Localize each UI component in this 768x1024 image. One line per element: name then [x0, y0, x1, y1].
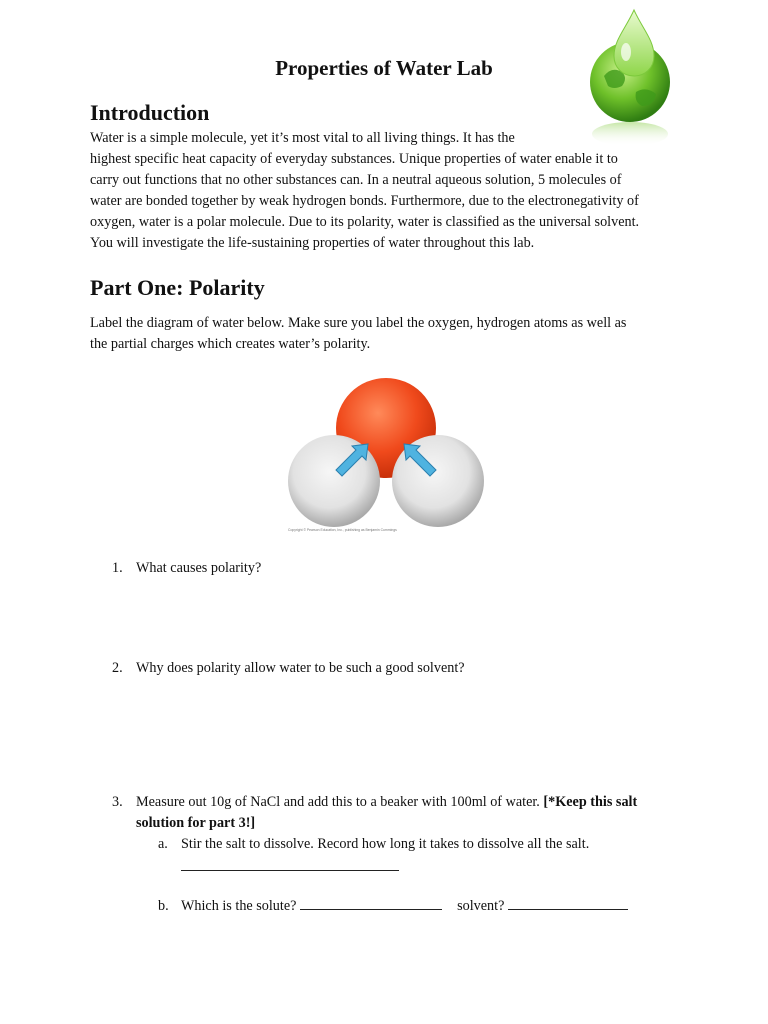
diagram-caption: Copyright © Pearson Education, Inc., publishing as Benjamin Cummings	[288, 528, 397, 532]
question-text: Measure out 10g of NaCl and add this to a beaker with 100ml of water.	[136, 794, 540, 810]
question-number: 2.	[112, 660, 123, 676]
question-3b	[158, 895, 628, 917]
question-text: Why does polarity allow water to be such a good solvent?	[136, 660, 465, 676]
answer-blank-solvent[interactable]	[508, 895, 628, 910]
intro-paragraph	[90, 128, 680, 254]
intro-line: carry out functions that no other substances can. In a neutral aqueous solution, 5 molecules of	[90, 172, 622, 188]
intro-line: oxygen, water is a polar molecule. Due to its polarity, water is classified as the universal solvent.	[90, 214, 640, 230]
question-3	[112, 792, 637, 813]
question-text: What causes polarity?	[136, 560, 262, 576]
intro-line: Water is a simple molecule, yet it’s most vital to all living things. It has the	[90, 130, 515, 146]
subquestion-label: b.	[158, 898, 169, 914]
answer-blank-solute[interactable]	[300, 895, 442, 910]
part-one-heading: Part One: Polarity	[90, 275, 265, 300]
subquestion-text: Stir the salt to dissolve. Record how long it takes to dissolve all the salt.	[181, 836, 590, 852]
subquestion-text: solvent?	[457, 898, 505, 914]
page-title: Properties of Water Lab	[275, 56, 493, 80]
question-number: 3.	[112, 794, 123, 810]
question-3a	[158, 834, 589, 855]
intro-line: highest specific heat capacity of everyday substances. Unique properties of water enable it to	[90, 151, 618, 167]
subquestion-text: Which is the solute?	[181, 898, 297, 914]
question-2	[112, 658, 465, 679]
part-one-instructions	[90, 313, 680, 355]
answer-blank-3a[interactable]	[181, 856, 399, 871]
question-note: [*Keep this salt	[543, 794, 638, 810]
subquestion-label: a.	[158, 836, 168, 852]
intro-line: water are bonded together by weak hydrogen bonds. Furthermore, due to the electronegativity of	[90, 193, 639, 209]
instruction-line: the partial charges which creates water’s polarity.	[90, 336, 371, 352]
water-molecule-diagram	[284, 376, 488, 538]
instruction-line: Label the diagram of water below. Make sure you label the oxygen, hydrogen atoms as well as	[90, 315, 627, 331]
question-number: 1.	[112, 560, 123, 576]
question-1	[112, 558, 261, 579]
question-note-continued: solution for part 3!]	[136, 815, 256, 831]
intro-line: You will investigate the life-sustaining properties of water throughout this lab.	[90, 235, 535, 251]
intro-heading: Introduction	[90, 100, 210, 125]
